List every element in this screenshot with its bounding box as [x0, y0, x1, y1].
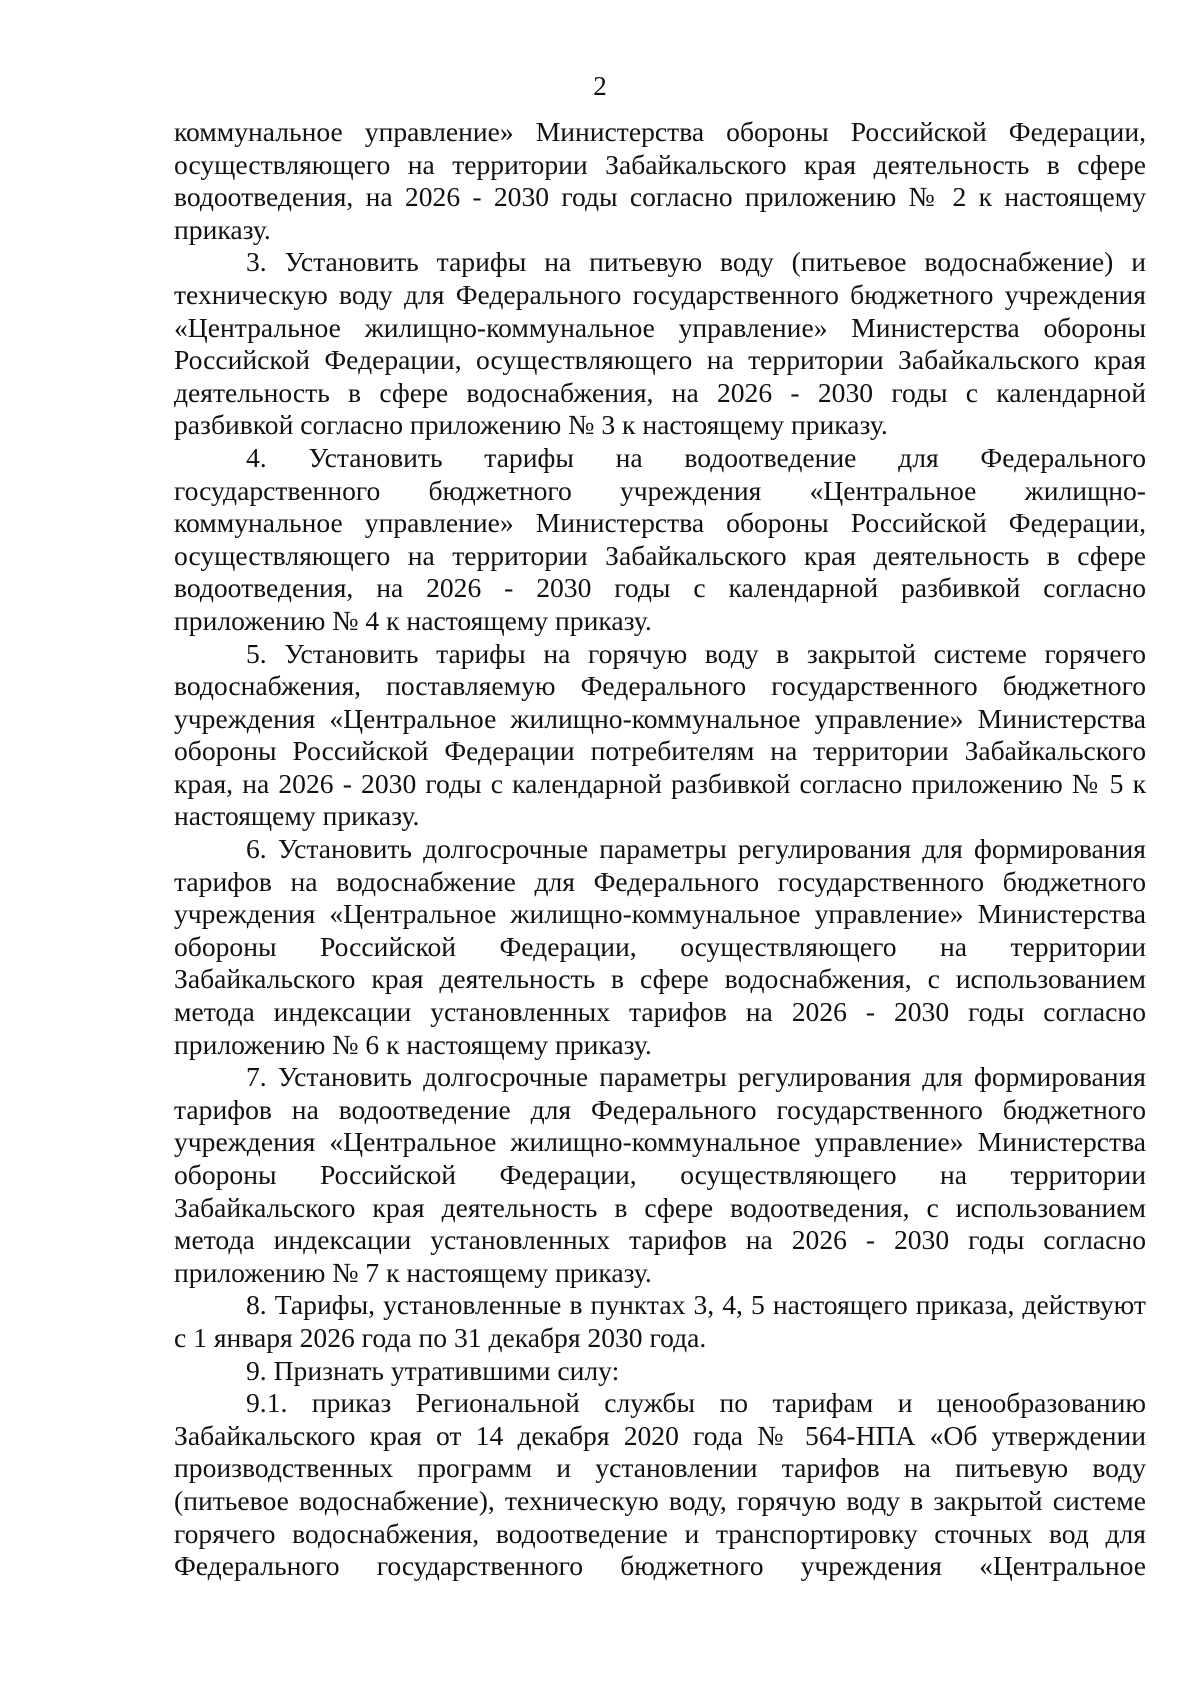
paragraph-5: 5. Установить тарифы на горячую воду в закрытой системе горячего водоснабжения, поставляемую Федерального государственного бюджетного учреждения «Центральное жилищно-коммунальное управление» Министерства обороны Российской Федерации потребителям на территории Забайкальского края, на 2026 - 2030 годы с календарной разбивкой согласно приложению № 5 к настоящему приказу. — [174, 637, 1146, 832]
document-body — [174, 116, 1146, 1583]
paragraph-2-continuation: коммунальное управление» Министерства обороны Российской Федерации, осуществляющего на территории Забайкальского края деятельность в сфере водоотведения, на 2026 - 2030 годы согласно приложению № 2 к настоящему приказу. — [174, 116, 1146, 245]
paragraph-6: 6. Установить долгосрочные параметры регулирования для формирования тарифов на водоснабжение для Федерального государственного бюджетного учреждения «Центральное жилищно-коммунальное управление» Министерства обороны Российской Федерации, осуществляющего на территории Забайкальского края деятельность в сфере водоснабжения, с использованием метода индексации установленных тарифов на 2026 - 2030 годы согласно приложению № 6 к настоящему приказу. — [174, 833, 1146, 1060]
paragraph-3: 3. Установить тарифы на питьевую воду (питьевое водоснабжение) и техническую воду для Федерального государственного бюджетного учреждения «Центральное жилищно-коммунальное управление» Министерства обороны Российской Федерации, осуществляющего на территории Забайкальского края деятельность в сфере водоснабжения, на 2026 - 2030 годы с календарной разбивкой согласно приложению № 3 к настоящему приказу. — [174, 246, 1146, 441]
paragraph-7: 7. Установить долгосрочные параметры регулирования для формирования тарифов на водоотведение для Федерального государственного бюджетного учреждения «Центральное жилищно-коммунальное управление» Министерства обороны Российской Федерации, осуществляющего на территории Забайкальского края деятельность в сфере водоотведения, с использованием метода индексации установленных тарифов на 2026 - 2030 годы согласно приложению № 7 к настоящему приказу. — [174, 1061, 1146, 1288]
page-number: 2 — [593, 71, 607, 101]
paragraph-9: 9. Признать утратившими силу: — [246, 1354, 620, 1386]
paragraph-8: 8. Тарифы, установленные в пунктах 3, 4, 5 настоящего приказа, действуют с 1 января 2026 года по 31 декабря 2030 года. — [174, 1289, 1146, 1353]
paragraph-4: 4. Установить тарифы на водоотведение для Федерального государственного бюджетного учреждения «Центральное жилищно-коммунальное управление» Министерства обороны Российской Федерации, осуществляющего на территории Забайкальского края деятельность в сфере водоотведения, на 2026 - 2030 годы с календарной разбивкой согласно приложению № 4 к настоящему приказу. — [174, 441, 1146, 636]
paragraph-9-1: 9.1. приказ Региональной службы по тарифам и ценообразованию Забайкальского края от 14 декабря 2020 года № 564-НПА «Об утверждении производственных программ и установлении тарифов на питьевую воду (питьевое водоснабжение), техническую воду, горячую воду в закрытой системе горячего водоснабжения, водоотведение и транспортировку сточных вод для Федерального государственного бюджетного учреждения «Центральное — [174, 1387, 1146, 1582]
